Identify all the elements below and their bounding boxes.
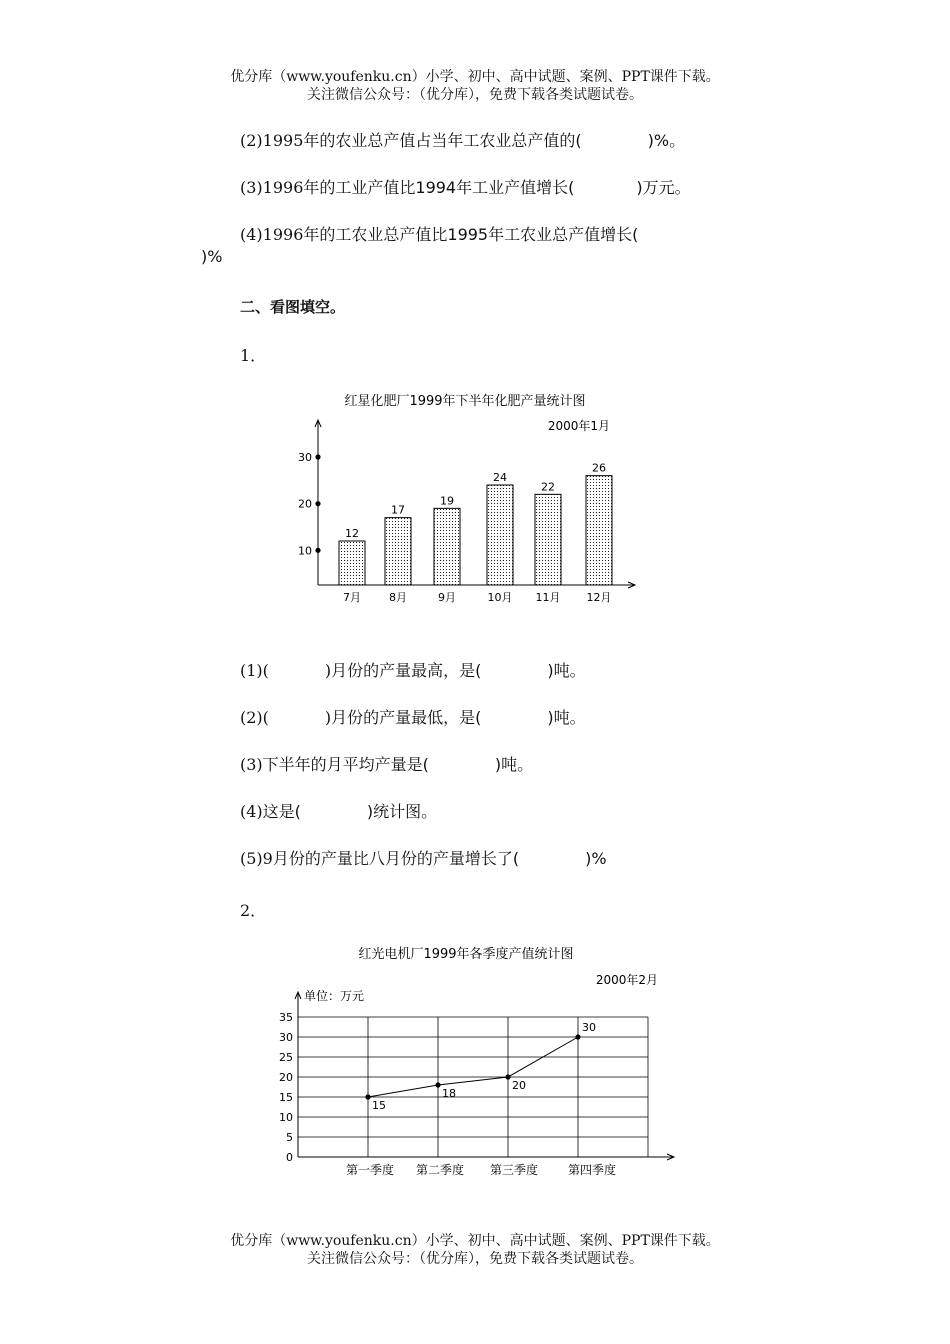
close-paren: )万元。	[636, 178, 691, 197]
page-footer-line1: 优分库（www.youfenku.cn）小学、初中、高中试题、案例、PPT课件下载。	[230, 1233, 720, 1249]
data-value-label: 20	[512, 1079, 526, 1092]
line-chart-series	[365, 1021, 596, 1112]
bar	[434, 508, 460, 585]
section-2-title: 二、看图填空。	[240, 298, 346, 316]
question-text: (4)1996年的工农业总产值比	[240, 225, 448, 244]
question-4-1996-total-part1	[240, 222, 638, 245]
x-category-label: 10月	[487, 591, 513, 604]
open-paren: (	[568, 178, 575, 197]
close-paren: )统计图。	[366, 802, 438, 821]
close-paren: )%	[201, 247, 223, 266]
close-paren: )%。	[647, 131, 686, 150]
bar	[535, 494, 561, 585]
question-text: (4)这是	[240, 802, 295, 821]
y-tick-dot	[315, 501, 320, 506]
y-tick-dot	[315, 454, 320, 459]
y-tick-label: 25	[279, 1051, 293, 1064]
open-paren: (	[632, 225, 639, 244]
year-value: 1994	[415, 178, 457, 197]
question-text-mid: )月份的产量最高，是	[324, 661, 476, 680]
y-tick-label: 35	[279, 1011, 293, 1024]
year-value: 1995	[447, 225, 489, 244]
page-footer-line2: 关注微信公众号：（优分库），免费下载各类试题试卷。	[307, 1251, 643, 1267]
bar-chart-bars	[339, 462, 612, 604]
data-value-label: 15	[372, 1099, 386, 1112]
item-1-label: 1．	[240, 346, 267, 365]
section-2-question-2	[240, 705, 586, 728]
bar	[385, 518, 411, 585]
question-text: (3)下半年的月平均产量是	[240, 755, 423, 774]
x-category-label: 11月	[535, 591, 561, 604]
line-chart-grid	[295, 992, 674, 1160]
y-tick-label: 10	[279, 1111, 293, 1124]
page-header-line2: 关注微信公众号：（优分库），免费下载各类试题试卷。	[307, 87, 643, 103]
x-category-label: 第一季度	[345, 1163, 395, 1177]
y-tick-label: 30	[279, 1031, 293, 1044]
bar-value-label: 12	[345, 527, 359, 540]
close-paren: )吨。	[547, 661, 586, 680]
section-2-question-4	[240, 799, 437, 822]
question-text: (1)(	[240, 661, 269, 680]
data-value-label: 30	[582, 1021, 596, 1034]
question-4-1996-total-part2	[201, 247, 222, 266]
x-category-label: 8月	[389, 591, 407, 604]
item-2-label: 2．	[240, 901, 267, 920]
question-text-mid: 年工业产值增长	[456, 178, 569, 197]
y-tick-label: 30	[298, 451, 312, 464]
x-category-label: 9月	[438, 591, 456, 604]
question-text-mid: 年工农业总产值增长	[488, 225, 633, 244]
bar-value-label: 26	[592, 461, 606, 475]
question-3-1996-industry	[240, 175, 691, 198]
open-paren: (	[475, 661, 482, 680]
question-text-mid: )月份的产量最低，是	[324, 708, 476, 727]
line-chart-x-labels	[346, 1162, 616, 1177]
close-paren: )吨。	[547, 708, 586, 727]
x-category-label: 7月	[343, 591, 361, 604]
question-text: (3)1996年的工业产值比	[240, 178, 416, 197]
section-2-question-3	[240, 752, 533, 775]
bar	[339, 541, 365, 585]
line-chart-y-ticks	[279, 1011, 293, 1164]
data-value-label: 18	[442, 1087, 456, 1100]
bar-value-label: 22	[541, 480, 555, 494]
y-tick-label: 10	[298, 544, 312, 558]
bar-chart-date: 2000年1月	[547, 419, 610, 433]
bar	[586, 476, 612, 585]
x-category-label: 第四季度	[567, 1163, 617, 1177]
line-chart-unit: 单位：万元	[304, 989, 365, 1003]
series-line	[368, 1037, 578, 1097]
line-chart-motor-output	[270, 940, 690, 1185]
open-paren: (	[575, 131, 582, 150]
open-paren: (	[422, 755, 429, 774]
y-tick-label: 15	[279, 1091, 293, 1104]
question-text: (2)(	[240, 708, 269, 727]
bar-chart-fertilizer	[280, 385, 660, 615]
open-paren: (	[512, 849, 520, 868]
line-chart-date: 2000年2月	[595, 973, 658, 987]
x-category-label: 12月	[586, 591, 612, 604]
section-2-question-1	[240, 658, 586, 681]
x-category-label: 第三季度	[489, 1163, 539, 1177]
bar-value-label: 17	[391, 503, 405, 517]
bar-chart-title: 红星化肥厂1999年下半年化肥产量统计图	[344, 394, 586, 409]
question-text: (2)1995年的农业总产值占当年工农业总产值的	[240, 131, 576, 150]
y-tick-label: 20	[279, 1071, 293, 1084]
y-tick-dot	[315, 548, 320, 553]
open-paren: (	[294, 802, 301, 821]
data-point	[435, 1082, 440, 1087]
line-chart-title: 红光电机厂1999年各季度产值统计图	[358, 947, 574, 962]
bar	[487, 485, 513, 585]
x-category-label: 第二季度	[415, 1163, 465, 1177]
bar-chart-y-ticks	[298, 451, 321, 557]
bar-value-label: 19	[440, 494, 454, 508]
bar-value-label: 24	[493, 471, 507, 484]
section-2-question-5	[240, 846, 607, 869]
y-tick-label: 5	[286, 1131, 293, 1144]
y-tick-label: 0	[286, 1151, 293, 1164]
data-point	[505, 1074, 510, 1079]
data-point	[575, 1034, 580, 1039]
question-2-1995-agriculture	[240, 128, 685, 151]
close-paren: )%	[585, 849, 607, 868]
y-tick-label: 20	[298, 497, 312, 511]
open-paren: (	[475, 708, 482, 727]
page-header-line1: 优分库（www.youfenku.cn）小学、初中、高中试题、案例、PPT课件下载。	[230, 69, 720, 85]
question-text: (5)9月份的产量比八月份的产量增长了	[240, 849, 513, 868]
data-point	[365, 1094, 370, 1099]
close-paren: )吨。	[494, 755, 534, 774]
